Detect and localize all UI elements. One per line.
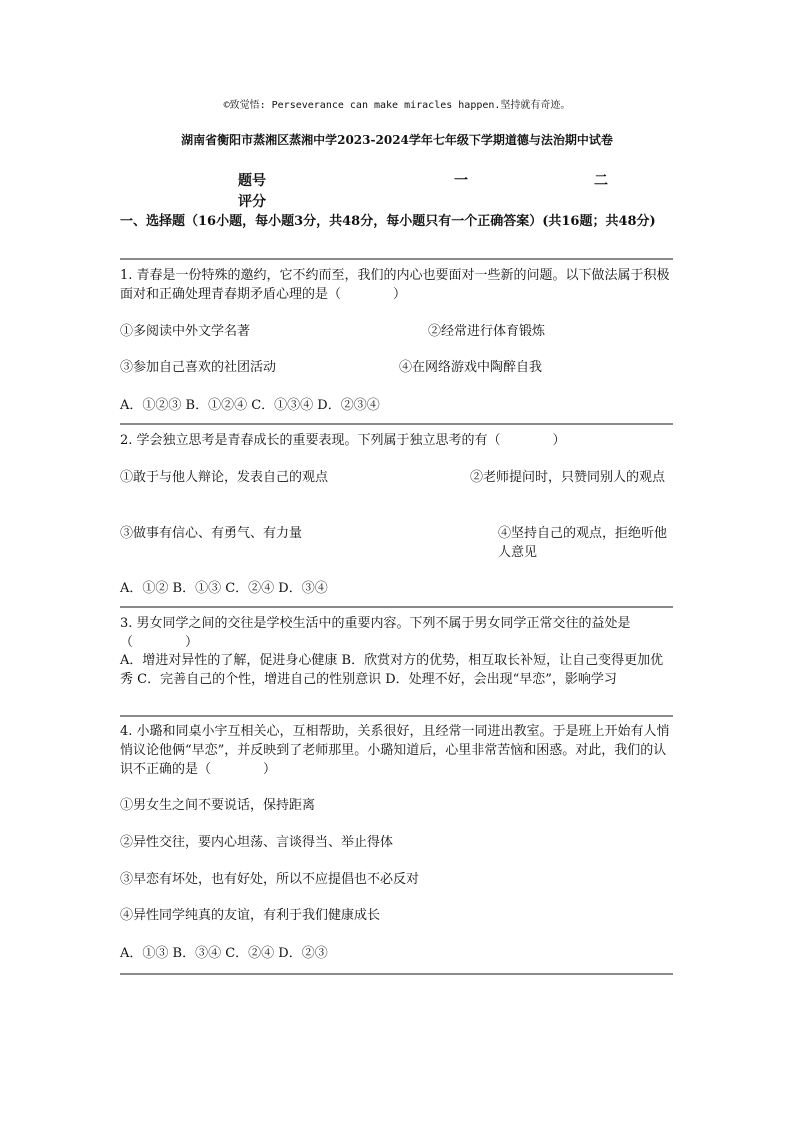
question-option: ③做事有信心、有勇气、有力量	[120, 526, 303, 541]
question-stem: 2. 学会独立思考是青春成长的重要表现。下列属于独立思考的有（ ）	[120, 433, 566, 448]
question-option: ②经常进行体育锻炼	[428, 324, 546, 339]
question-option	[498, 524, 676, 562]
question-option: ③参加自己喜欢的社团活动	[120, 360, 277, 375]
score-table-row2-label: 评分	[238, 194, 266, 210]
question-divider	[120, 423, 673, 425]
question-divider	[120, 973, 673, 975]
question-answer-choices: A．①③ B．③④ C．②④ D．②③	[120, 946, 328, 961]
question-option: ④在网络游戏中陶醉自我	[399, 360, 543, 375]
score-table-col2: 二	[594, 173, 608, 189]
exam-title: 湖南省衡阳市蒸湘区蒸湘中学2023-2024学年七年级下学期道德与法治期中试卷	[181, 133, 613, 147]
question-divider	[120, 715, 673, 717]
question-option	[470, 468, 676, 487]
question-stem: 3. 男女同学之间的交往是学校生活中的重要内容。下列不属于男女同学正常交往的益处是（ ）	[120, 616, 631, 650]
question-option: ①男女生之间不要说话，保持距离	[120, 798, 316, 813]
score-table-row1-label: 题号	[238, 173, 266, 189]
question-answer-choices: A．①②③ B．①②④ C．①③④ D．②③④	[120, 398, 380, 413]
question-option-text: ②老师提问时，只赞同别人的观点	[470, 470, 666, 485]
question-option-text: ④坚持自己的观点，拒绝听他人意见	[498, 526, 668, 560]
question-answer-choices: A．增进对异性的了解，促进身心健康 B．欣赏对方的优势，相互取长补短，让自己变得更加优秀 C．完善自己的个性，增进自己的性别意识 D．处理不好，会出现“早恋”，影响学习	[120, 653, 664, 687]
question-option: ①多阅读中外文学名著	[120, 324, 251, 339]
question-option: ①敢于与他人辩论，发表自己的观点	[120, 470, 329, 485]
question-divider	[120, 258, 673, 260]
section-heading: 一、选择题（16小题，每小题3分，共48分，每小题只有一个正确答案）(共16题；共48分)	[120, 214, 656, 229]
motto-header: ©致觉悟: Perseverance can make miracles happen.坚持就有奇迹。	[223, 100, 571, 111]
question-option: ④异性同学纯真的友谊，有利于我们健康成长	[120, 908, 381, 923]
question-divider	[120, 606, 673, 608]
score-table-col1: 一	[454, 173, 468, 189]
question-stem: 4. 小璐和同桌小宇互相关心，互相帮助，关系很好，且经常一同进出教室。于是班上开始有人悄悄议论他俩“早恋”，并反映到了老师那里。小璐知道后，心里非常苦恼和困惑。对此，我们的认识不正确的是（ ）	[120, 724, 670, 777]
question-option: ②异性交往，要内心坦荡、言谈得当、举止得体	[120, 835, 394, 850]
question-answer-choices: A．①② B．①③ C．②④ D．③④	[120, 581, 328, 596]
question-stem: 1. 青春是一份特殊的邀约，它不约而至，我们的内心也要面对一些新的问题。以下做法属于积极面对和正确处理青春期矛盾心理的是（ ）	[120, 268, 670, 302]
question-option: ③早恋有坏处，也有好处，所以不应提倡也不必反对	[120, 872, 420, 887]
